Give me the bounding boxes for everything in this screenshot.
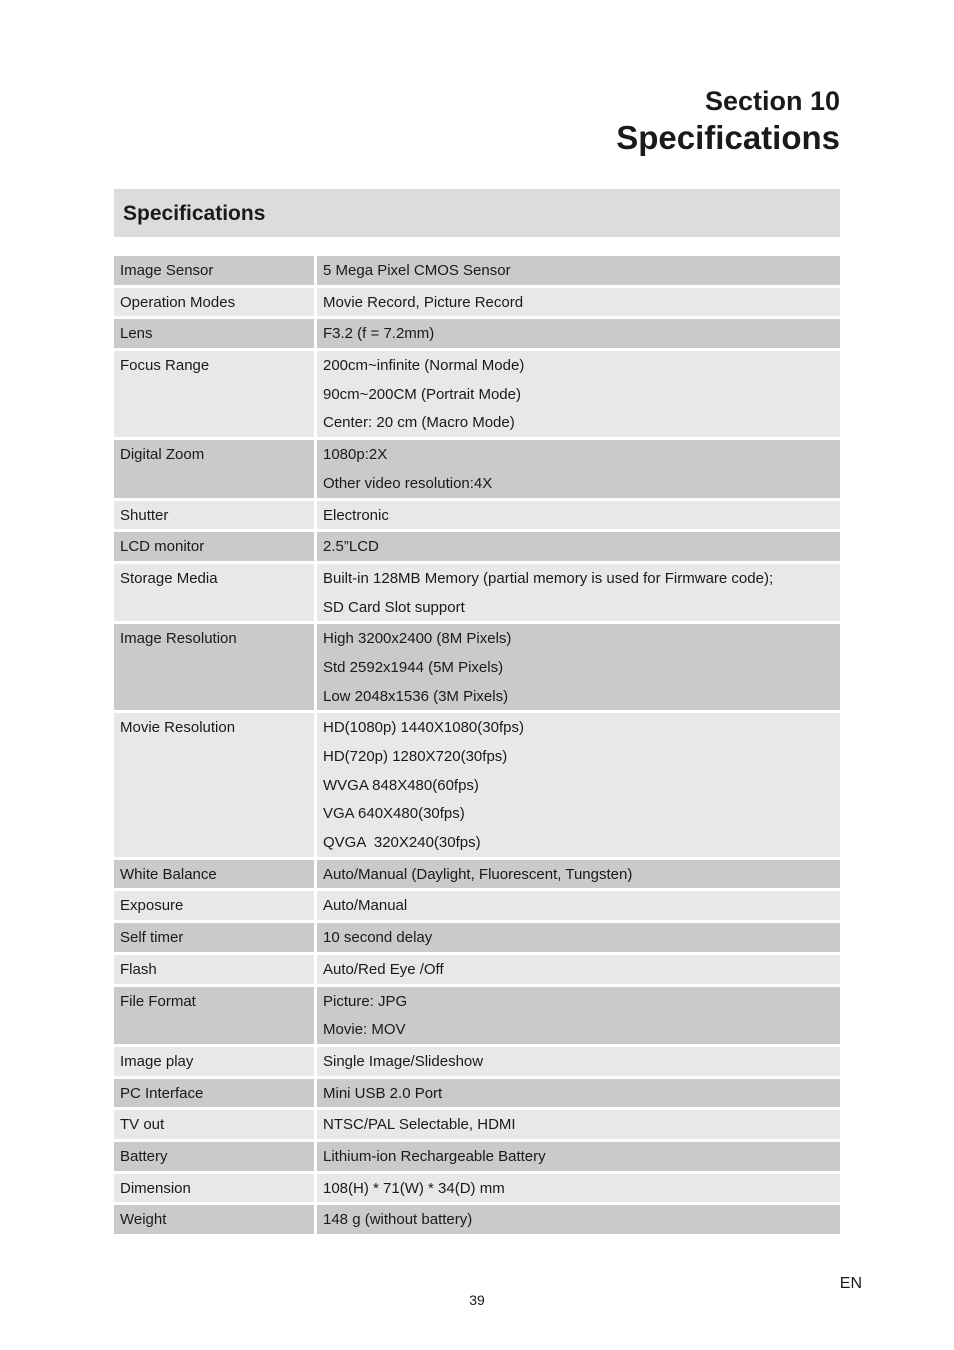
spec-value-cell <box>317 256 840 285</box>
spec-value: 2.5”LCD <box>323 538 379 556</box>
spec-value: Movie: MOV <box>323 1021 406 1039</box>
specifications-banner: Specifications <box>114 189 840 237</box>
spec-label: Operation Modes <box>120 293 236 311</box>
spec-value: Auto/Manual <box>323 897 408 915</box>
spec-label: PC Interface <box>120 1084 204 1102</box>
spec-value: QVGA 320X240(30fps) <box>323 834 481 852</box>
spec-label: Weight <box>120 1211 167 1229</box>
spec-value-cell <box>317 564 840 621</box>
spec-value-cell <box>317 501 840 530</box>
spec-label: Storage Media <box>120 569 218 587</box>
spec-row <box>114 713 840 856</box>
spec-row <box>114 1047 840 1076</box>
spec-row <box>114 288 840 317</box>
spec-row <box>114 955 840 984</box>
spec-value: Built-in 128MB Memory (partial memory is used for Firmware code); <box>323 569 774 587</box>
spec-label-cell <box>114 891 317 920</box>
section-title: Specifications <box>616 119 840 156</box>
spec-row <box>114 351 840 437</box>
spec-label-cell <box>114 256 317 285</box>
spec-label: Flash <box>120 960 157 978</box>
spec-value-cell <box>317 891 840 920</box>
spec-value: 5 Mega Pixel CMOS Sensor <box>323 262 511 279</box>
spec-label-cell <box>114 1047 317 1076</box>
spec-value: HD(720p) 1280X720(30fps) <box>323 748 508 765</box>
spec-label-cell <box>114 564 317 621</box>
spec-value: 148 g (without battery) <box>323 1211 473 1229</box>
spec-label-cell <box>114 955 317 984</box>
spec-label: Focus Range <box>120 357 210 375</box>
spec-value: WVGA 848X480(60fps) <box>323 776 479 794</box>
spec-row <box>114 1205 840 1234</box>
spec-value-cell <box>317 1142 840 1171</box>
spec-value: Electronic <box>323 506 389 524</box>
spec-label-cell <box>114 1142 317 1171</box>
spec-label: Digital Zoom <box>120 446 205 464</box>
spec-value-cell <box>317 1110 840 1139</box>
spec-row <box>114 256 840 285</box>
spec-value-cell <box>317 1079 840 1108</box>
spec-value-cell <box>317 713 840 856</box>
spec-value: 108(H) * 71(W) * 34(D) mm <box>323 1179 505 1197</box>
spec-label-cell <box>114 288 317 317</box>
spec-label: Dimension <box>120 1179 191 1197</box>
spec-label: White Balance <box>120 865 217 883</box>
spec-row <box>114 1142 840 1171</box>
spec-value: NTSC/PAL Selectable, HDMI <box>323 1116 516 1134</box>
spec-value-cell <box>317 923 840 952</box>
spec-row <box>114 501 840 530</box>
section-number: Section 10 <box>704 86 840 116</box>
spec-row <box>114 987 840 1044</box>
spec-row <box>114 1174 840 1203</box>
spec-value-cell <box>317 351 840 437</box>
spec-value-cell <box>317 987 840 1044</box>
spec-row <box>114 319 840 348</box>
spec-label-cell <box>114 319 317 348</box>
spec-value: Picture: JPG <box>323 992 408 1010</box>
spec-value: High 3200x2400 (8M Pixels) <box>323 630 512 648</box>
spec-label-cell <box>114 1174 317 1203</box>
spec-label-cell <box>114 440 317 497</box>
spec-value-cell <box>317 319 840 348</box>
spec-value: 90cm~200CM (Portrait Mode) <box>323 385 521 403</box>
spec-value: Movie Record, Picture Record <box>323 293 524 311</box>
spec-label: File Format <box>120 992 196 1010</box>
language-code: EN <box>839 1275 862 1292</box>
spec-label-cell <box>114 351 317 437</box>
spec-value-cell <box>317 1174 840 1203</box>
spec-value-cell <box>317 860 840 889</box>
spec-value-cell <box>317 1205 840 1234</box>
spec-row <box>114 923 840 952</box>
spec-label: TV out <box>120 1116 165 1134</box>
spec-label-cell <box>114 532 317 561</box>
spec-row <box>114 891 840 920</box>
spec-value: Auto/Red Eye /Off <box>323 960 444 978</box>
spec-value: Lithium-ion Rechargeable Battery <box>323 1147 546 1165</box>
spec-label: Image Sensor <box>120 262 214 279</box>
spec-value-cell <box>317 440 840 497</box>
spec-label-cell <box>114 987 317 1044</box>
section-header <box>616 84 840 158</box>
spec-value-cell <box>317 955 840 984</box>
page-number: 39 <box>469 1292 485 1308</box>
spec-value-cell <box>317 288 840 317</box>
spec-label: Self timer <box>120 929 184 947</box>
spec-value: SD Card Slot support <box>323 598 465 616</box>
spec-label-cell <box>114 860 317 889</box>
spec-label: Exposure <box>120 897 184 915</box>
spec-value: Std 2592x1944 (5M Pixels) <box>323 658 504 676</box>
spec-value-cell <box>317 1047 840 1076</box>
spec-row <box>114 624 840 710</box>
spec-value: Low 2048x1536 (3M Pixels) <box>323 687 509 705</box>
spec-value: HD(1080p) 1440X1080(30fps) <box>323 719 524 737</box>
specifications-table-body <box>114 256 840 1234</box>
spec-label: Image play <box>120 1052 194 1070</box>
spec-label-cell <box>114 624 317 710</box>
spec-label: Lens <box>120 325 153 343</box>
spec-label: Shutter <box>120 506 169 524</box>
spec-value: Single Image/Slideshow <box>323 1052 484 1070</box>
spec-value: 200cm~infinite (Normal Mode) <box>323 357 525 375</box>
spec-row <box>114 440 840 497</box>
spec-row <box>114 564 840 621</box>
spec-label-cell <box>114 1205 317 1234</box>
spec-value-cell <box>317 624 840 710</box>
spec-label-cell <box>114 713 317 856</box>
spec-row <box>114 1110 840 1139</box>
spec-label: LCD monitor <box>120 538 205 556</box>
spec-value: Other video resolution:4X <box>323 474 493 492</box>
spec-label-cell <box>114 1110 317 1139</box>
spec-label: Image Resolution <box>120 630 237 648</box>
specifications-table <box>114 253 840 1237</box>
spec-label-cell <box>114 923 317 952</box>
spec-label-cell <box>114 1079 317 1108</box>
spec-value: 1080p:2X <box>323 446 388 464</box>
spec-row <box>114 1079 840 1108</box>
spec-value: Center: 20 cm (Macro Mode) <box>323 414 515 432</box>
spec-row <box>114 532 840 561</box>
spec-value: F3.2 (f = 7.2mm) <box>323 325 435 343</box>
spec-label: Movie Resolution <box>120 719 236 737</box>
spec-value: Auto/Manual (Daylight, Fluorescent, Tungsten) <box>323 865 633 883</box>
spec-label-cell <box>114 501 317 530</box>
spec-label: Battery <box>120 1147 168 1165</box>
spec-value: 10 second delay <box>323 929 433 947</box>
spec-row <box>114 860 840 889</box>
spec-value: VGA 640X480(30fps) <box>323 805 465 823</box>
spec-value: Mini USB 2.0 Port <box>323 1084 443 1102</box>
spec-value-cell <box>317 532 840 561</box>
